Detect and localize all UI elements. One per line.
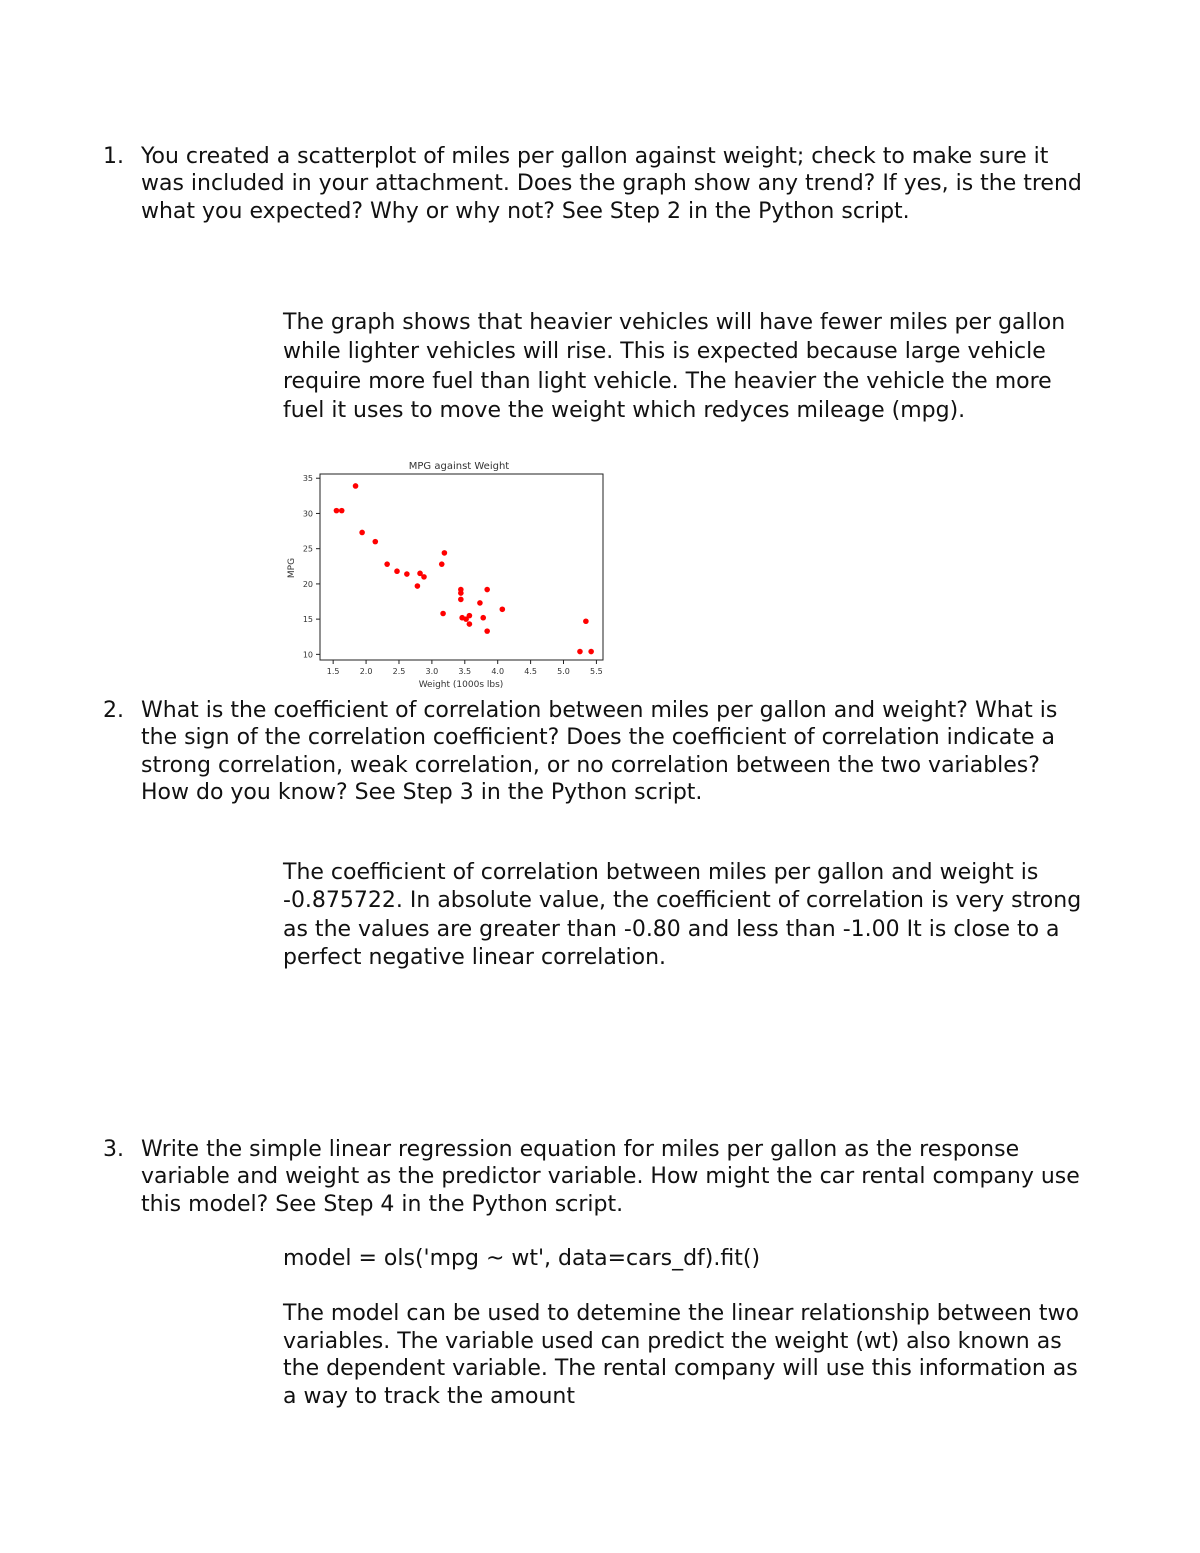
answer-2: The coefficient of correlation between miles per gallon and weight is -0.875722. In absolute value, the coefficient of correlation is very strong as the values are greater than -0.80 and less than -1.00 It is close to a perfect negative linear correlation.	[283, 860, 1082, 971]
question-2	[103, 697, 1083, 807]
question-text: What is the coefficient of correlation between miles per gallon and weight? What is the sign of the correlation coefficient? Does the coefficient of correlation indicate a strong correlation, weak correlation, or no correlation between the two variables? How do you know? See Step 3 in the Python script.	[141, 698, 1058, 806]
data-point	[577, 649, 583, 655]
data-point	[334, 508, 340, 514]
question-number: 1.	[103, 144, 124, 169]
data-point	[458, 590, 464, 596]
x-tick-label: 5.0	[557, 667, 570, 676]
data-point	[588, 649, 594, 655]
data-point	[384, 561, 390, 567]
data-point	[359, 530, 365, 536]
y-tick-label: 20	[302, 579, 313, 589]
model-code: model = ols('mpg ~ wt', data=cars_df).fit()	[283, 1246, 761, 1271]
data-point	[484, 587, 490, 593]
data-point	[421, 574, 427, 580]
y-tick-label: 25	[302, 544, 313, 554]
data-point	[484, 628, 490, 634]
data-point	[440, 611, 446, 617]
chart-title: MPG against Weight	[408, 461, 510, 472]
question-number: 3.	[103, 1137, 124, 1162]
data-point	[339, 508, 345, 514]
y-axis-label: MPG	[287, 557, 297, 579]
y-axis-ticks	[303, 474, 320, 659]
data-point	[477, 600, 483, 606]
x-tick-label: 5.5	[590, 667, 603, 676]
x-tick-label: 4.5	[524, 667, 537, 676]
x-axis-ticks	[327, 660, 603, 676]
data-point	[353, 483, 359, 489]
x-tick-label: 3.0	[425, 667, 439, 676]
x-tick-label: 2.0	[359, 667, 373, 676]
data-point	[404, 571, 410, 577]
data-point	[442, 550, 448, 556]
question-3	[103, 1136, 1083, 1218]
question-text: Write the simple linear regression equation for miles per gallon as the response variable and weight as the predictor variable. How might the car rental company use this model? See Step 4 in the Python script.	[141, 1137, 1080, 1217]
data-point	[372, 539, 378, 545]
data-point	[415, 583, 421, 589]
x-tick-label: 4.0	[491, 667, 505, 676]
y-tick-label: 30	[302, 509, 313, 519]
question-text: You created a scatterplot of miles per gallon against weight; check to make sure it was included in your attachment. Does the graph show any trend? If yes, is the trend what you expected? Why or why not? See Step 2 in the Python script.	[141, 144, 1082, 224]
x-tick-label: 2.5	[392, 667, 406, 676]
x-axis-label: Weight (1000s lbs)	[418, 680, 504, 690]
data-point	[458, 597, 464, 603]
x-tick-label: 3.5	[458, 667, 472, 676]
answer-3: The model can be used to detemine the linear relationship between two variables. The variable used can predict the weight (wt) also known as the dependent variable. The rental company will use this information as a way to track the amount	[283, 1301, 1079, 1409]
question-1	[103, 143, 1083, 225]
y-tick-label: 15	[302, 615, 313, 625]
data-point	[583, 618, 589, 624]
answer-1: The graph shows that heavier vehicles will have fewer miles per gallon while lighter vehicles will rise. This is expected because large vehicle require more fuel than light vehicle. The heavier the vehicle the more fuel it uses to move the weight which redyces mileage (mpg).	[283, 310, 1066, 424]
question-number: 2.	[103, 698, 124, 723]
y-tick-label: 10	[302, 650, 313, 660]
data-point	[394, 568, 400, 574]
data-point	[500, 606, 506, 612]
data-point	[439, 561, 445, 567]
x-tick-label: 1.5	[326, 667, 340, 676]
plot-area	[320, 474, 603, 660]
data-point	[480, 615, 486, 621]
data-point	[467, 621, 473, 627]
data-point	[467, 613, 473, 619]
scatter-chart	[281, 458, 621, 692]
y-tick-label: 35	[302, 474, 313, 484]
